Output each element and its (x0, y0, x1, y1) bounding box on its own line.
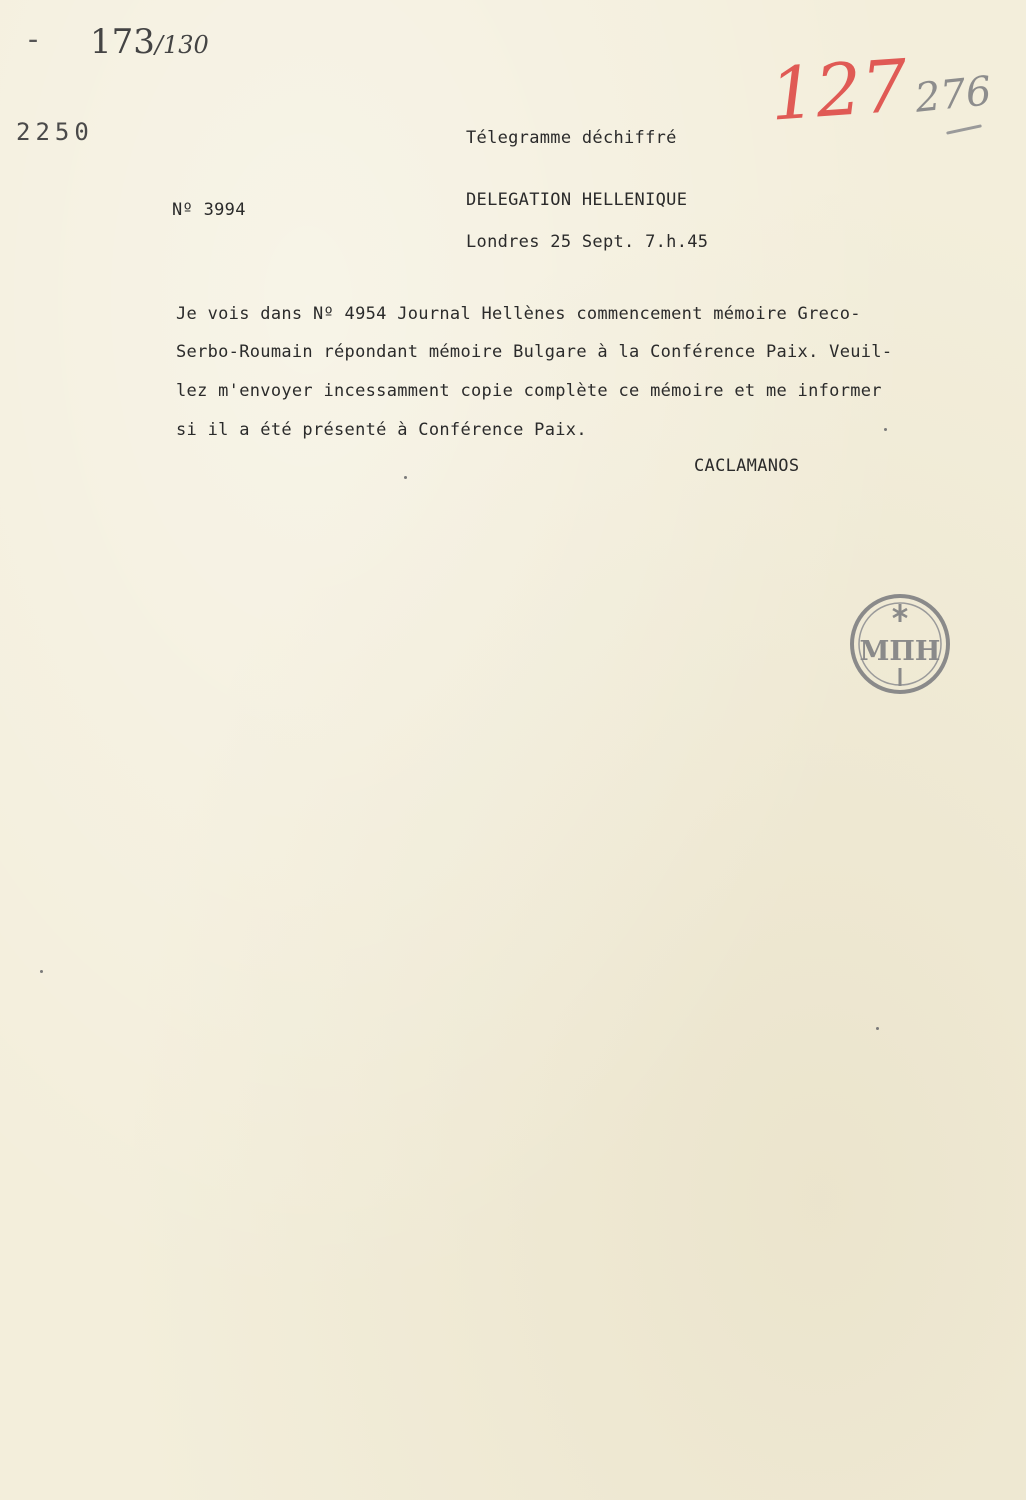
body-line: Je vois dans Nº 4954 Journal Hellènes commencement mémoire Greco- (176, 304, 861, 324)
telegram-number: Nº 3994 (172, 200, 246, 220)
place-and-time: Londres 25 Sept. 7.h.45 (466, 232, 709, 252)
document-type: Télegramme déchiffré (466, 128, 677, 148)
body-line: Serbo-Roumain répondant mémoire Bulgare à la Conférence Paix. Veuil- (176, 342, 893, 362)
reference-number: 2250 (16, 118, 94, 146)
archive-stamp-icon (848, 592, 952, 696)
paper-speck (884, 428, 887, 431)
body-line: si il a été présenté à Conférence Paix. (176, 420, 587, 440)
folio-main: 173 (90, 22, 155, 62)
paper-speck (40, 970, 43, 973)
margin-dash: - (28, 22, 39, 57)
pencil-stroke (946, 124, 982, 134)
folio-number (90, 22, 209, 62)
stamp-letters: ΜΠΗ (859, 636, 941, 667)
paper-speck (404, 476, 407, 479)
pencil-number: 276 (912, 68, 994, 122)
signature: CACLAMANOS (694, 456, 800, 476)
folio-sub: /130 (154, 31, 209, 59)
red-pencil-number: 127 (767, 43, 911, 137)
delegation-heading: DELEGATION HELLENIQUE (466, 190, 688, 210)
body-line: lez m'envoyer incessamment copie complète ce mémoire et me informer (176, 381, 882, 401)
paper-speck (876, 1027, 879, 1030)
